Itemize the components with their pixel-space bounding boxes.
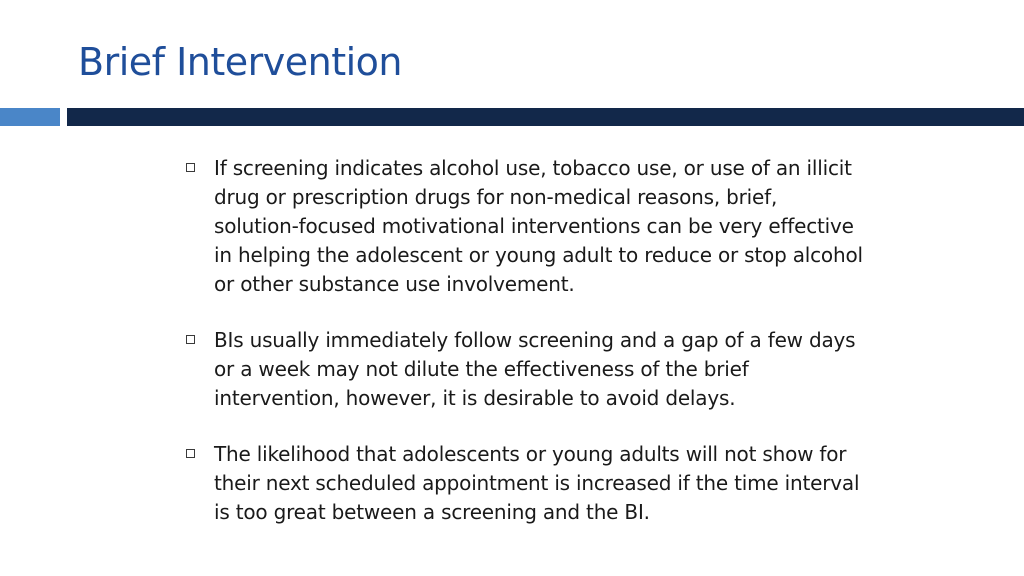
square-bullet-icon [186,449,195,458]
slide-title: Brief Intervention [78,40,403,84]
bullet-list [186,154,866,554]
bullet-item [186,326,866,413]
square-bullet-icon [186,163,195,172]
bullet-text: The likelihood that adolescents or young adults will not show for their next scheduled appointment is increased if the time interval is too great between a screening and the BI. [214,442,860,524]
bullet-item [186,440,866,527]
bullet-item [186,154,866,299]
bullet-text: If screening indicates alcohol use, tobacco use, or use of an illicit drug or prescription drugs for non-medical reasons, brief, solution-focused motivational interventions can be very effective in helping the adolescent or young adult to reduce or stop alcohol or other substance use involvement. [214,156,863,296]
header-accent-bar [0,108,60,126]
header-divider-bar [67,108,1024,126]
bullet-text: BIs usually immediately follow screening and a gap of a few days or a week may not dilute the effectiveness of the brief intervention, however, it is desirable to avoid delays. [214,328,856,410]
square-bullet-icon [186,335,195,344]
